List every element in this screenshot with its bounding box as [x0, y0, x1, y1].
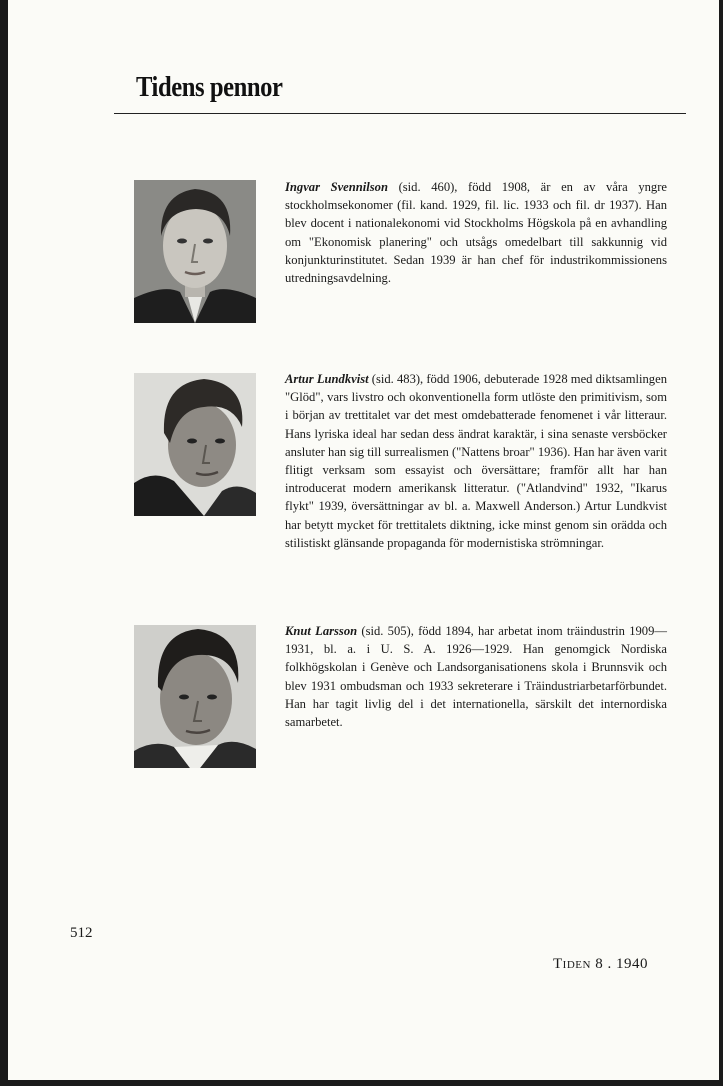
author-name: Artur Lundkvist — [285, 372, 369, 386]
issue-number: 8 — [595, 956, 604, 972]
footer-separator: . — [607, 956, 612, 972]
issue-year: 1940 — [615, 956, 648, 972]
bio-text: (sid. 460), född 1908, är en av våra yngre stockholmsekonomer (fil. kand. 1929, fil. lic. 1933 och fil. dr 1937). Han blev docent i nationalekonomi vid Stockholms Högskola på en avhandling om "Ekonomisk planering" och utsågs omedelbart till sakkunnig vid konjunkturinstitutet. Sedan 1939 är han chef för industrikommissionens utredningsavdelning. — [285, 180, 667, 286]
journal-name: Tiden — [553, 956, 591, 972]
bio-entry-1 — [285, 178, 667, 287]
bio-entry-3 — [285, 622, 667, 731]
document-page — [8, 0, 719, 1080]
bio-entry-2 — [285, 370, 667, 552]
title-divider — [114, 113, 686, 114]
journal-footer — [553, 956, 648, 973]
portrait-photo-svennilson — [134, 180, 256, 323]
author-name: Knut Larsson — [285, 624, 358, 638]
portrait-photo-lundkvist — [134, 373, 256, 516]
bio-text: (sid. 505), född 1894, har arbetat inom träindustrin 1909—1931, bl. a. i U. S. A. 1926—1929. Han genomgick Nordiska folkhögskolan i Genève och Landsorganisationens skola i Brunnsvik och blev 1931 ombudsman och 1933 sekreterare i Träindustriarbetarförbundet. Han har tagit livlig del i det internationella, särskilt det internordiska samarbetet. — [285, 624, 667, 730]
portrait-photo-larsson — [134, 625, 256, 768]
section-title: Tidens pennor — [136, 72, 283, 103]
bio-text: (sid. 483), född 1906, debuterade 1928 med diktsamlingen "Glöd", vars livstro och okonventionella form utlöste den primitivism, som i början av trettitalet var det mest omdebatterade fenomenet i vår litteraur. Hans lyriska ideal har sedan dess ändrat karaktär, i sina senaste versböcker ansluter han sig till surrealismen ("Nattens broar" 1936). Han har även varit flitigt verksam som essayist och översättare; framför allt har han introducerat modern amerikansk litteratur. ("Atlandvind" 1932, "Ikarus flykt" 1939, översättningar av bl. a. Maxwell Anderson.) Artur Lundkvist har betytt mycket för trettitalets diktning, icke minst genom sin orädda och stilistiskt glänsande propaganda för modernistiska strömningar. — [285, 372, 667, 550]
author-name: Ingvar Svennilson — [285, 180, 388, 194]
page-number: 512 — [70, 925, 93, 941]
